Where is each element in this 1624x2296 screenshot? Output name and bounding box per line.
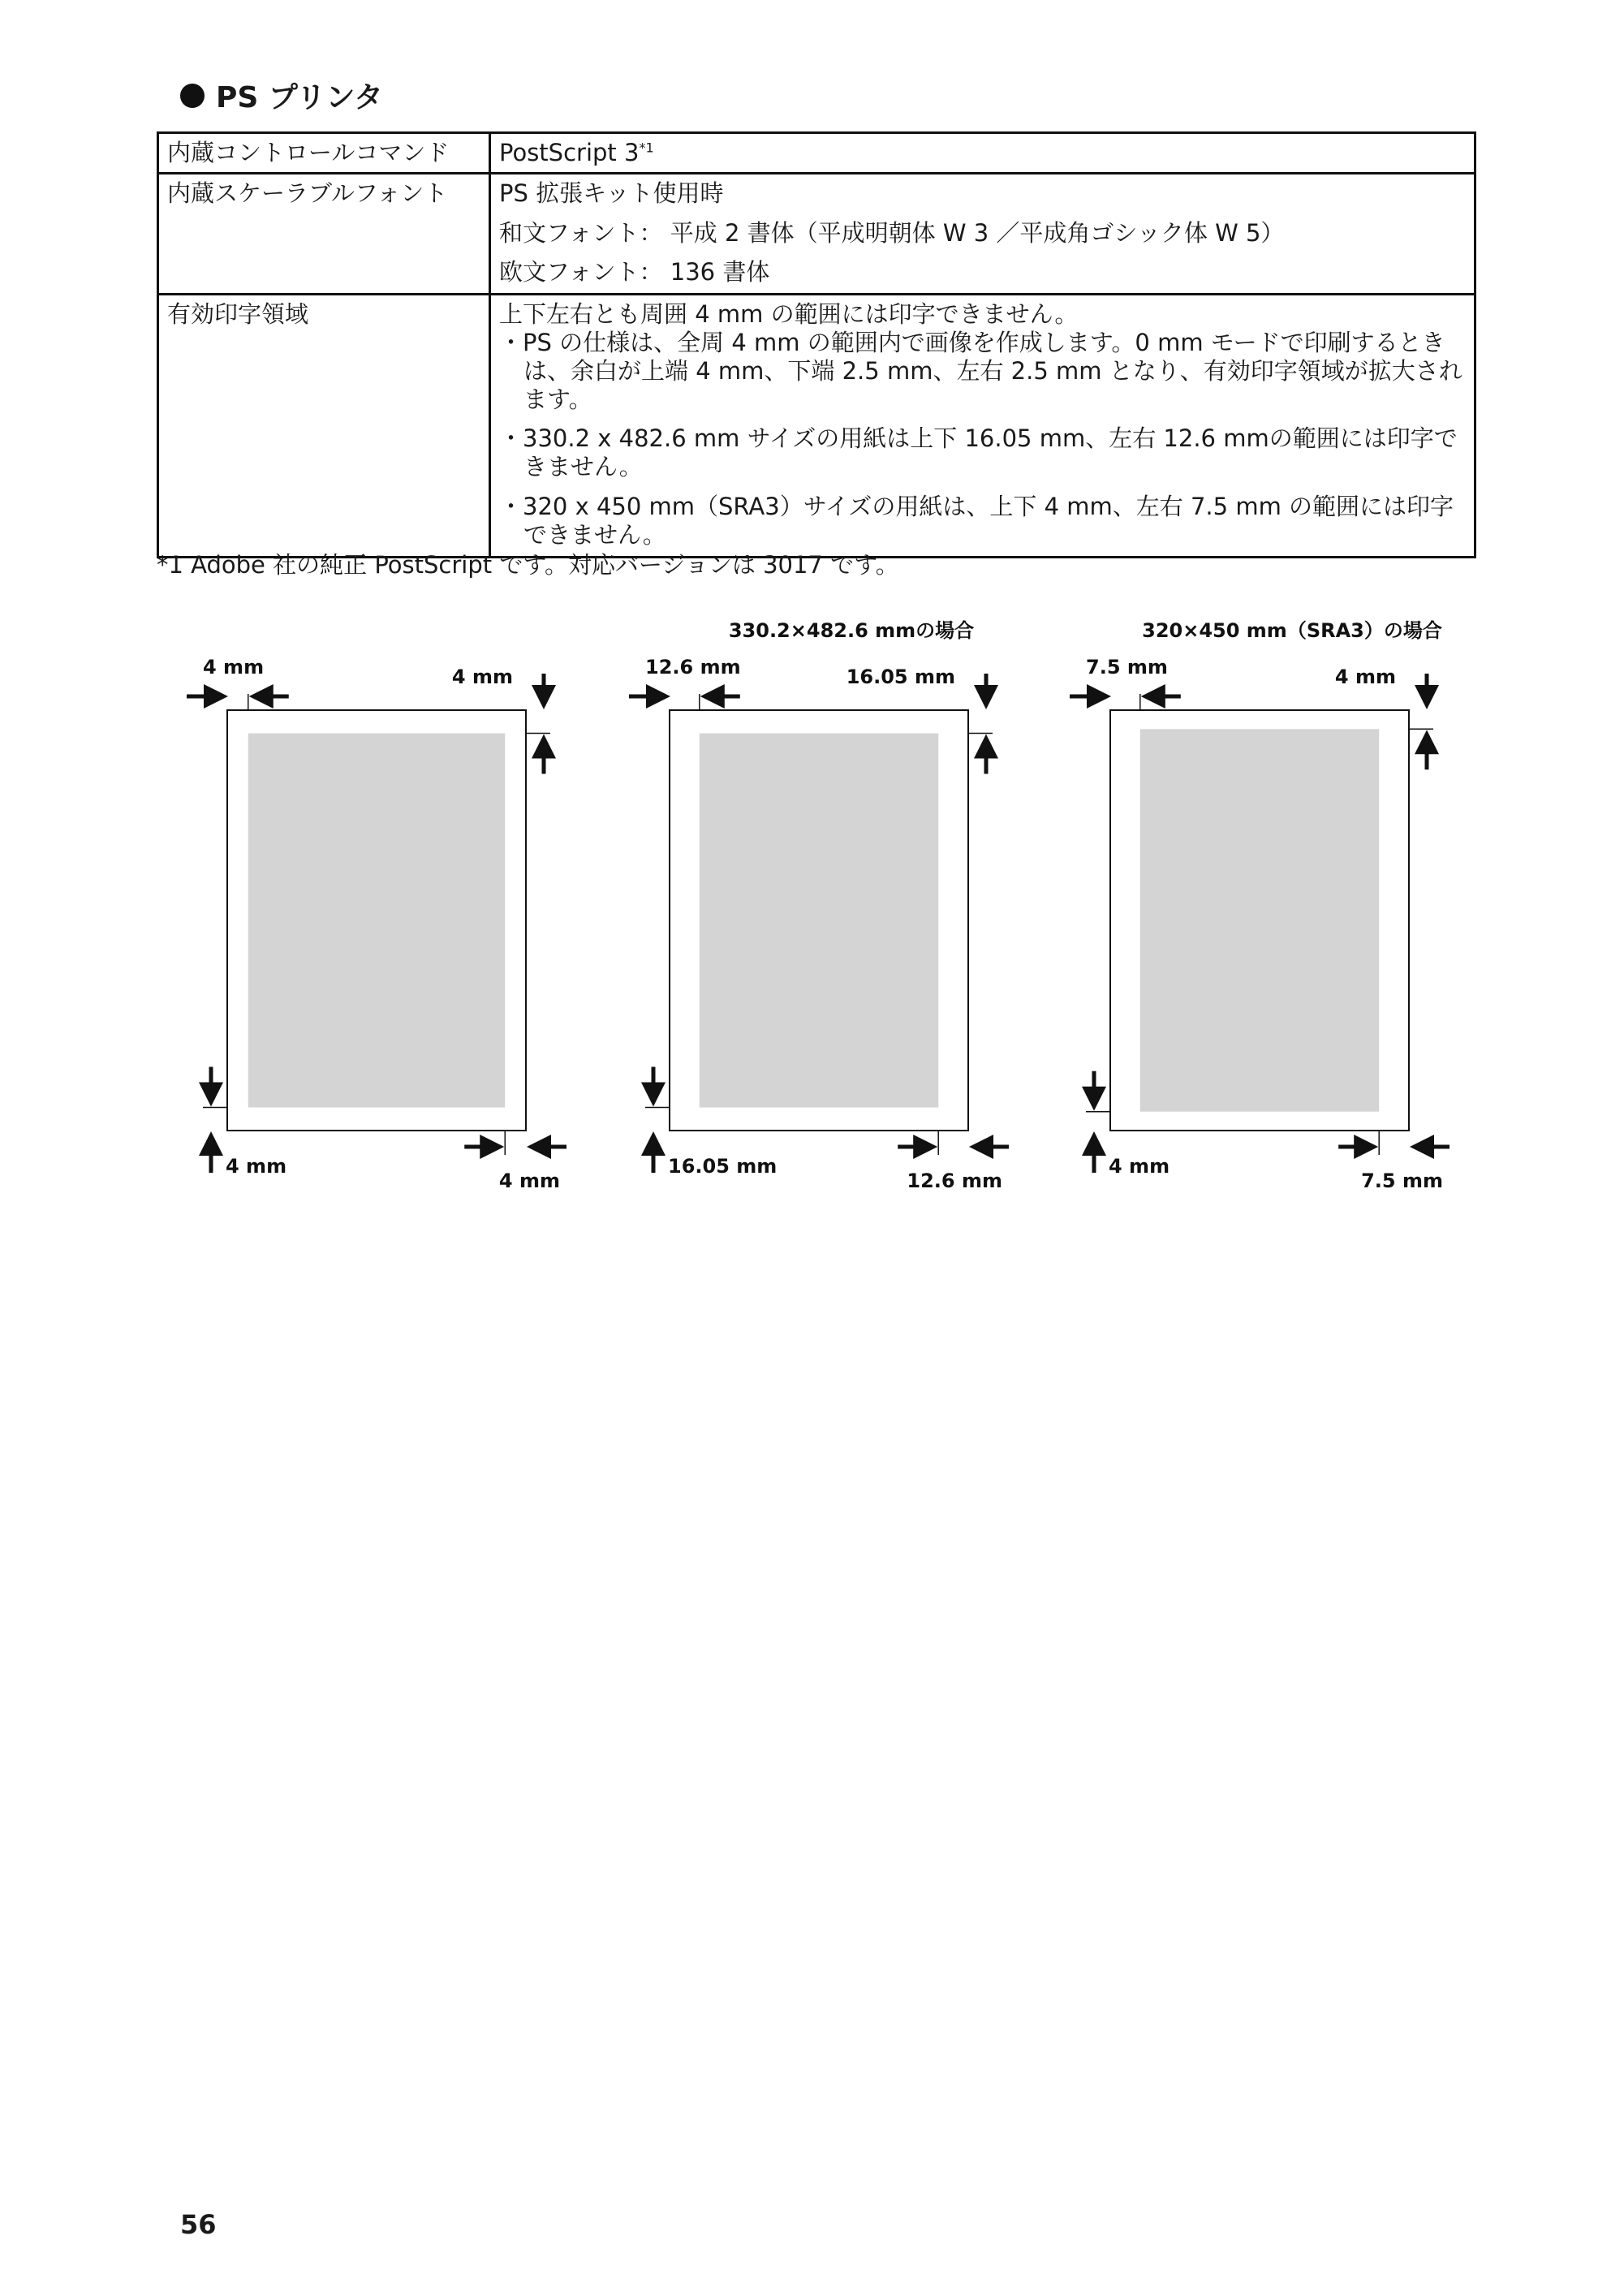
control-command-value: PostScript 3: [499, 139, 640, 166]
table-row: [158, 173, 1475, 294]
row-value: [490, 133, 1475, 174]
top-right-margin-label: 4 mm: [1334, 666, 1396, 688]
printable-area: [700, 733, 938, 1107]
table-row: [158, 295, 1475, 557]
row-label: 内蔵コントロールコマンド: [158, 133, 490, 174]
top-right-margin-label: 4 mm: [451, 666, 513, 688]
top-right-margin-label: 16.05 mm: [846, 666, 955, 688]
heading-text: PS プリンタ: [216, 81, 383, 114]
section-heading: [180, 75, 383, 116]
bottom-left-margin-label: 4 mm: [226, 1155, 287, 1178]
diagram-title: 330.2×482.6 mmの場合: [728, 619, 975, 642]
footnote-marker: *1: [639, 140, 654, 156]
spec-table: [157, 131, 1476, 558]
diagram-title: 320×450 mm（SRA3）の場合: [1142, 619, 1442, 642]
page-number: 56: [180, 2209, 217, 2240]
row-value: [490, 295, 1475, 557]
printable-area-bullet-2: ・330.2 x 482.6 mm サイズの用紙は上下 16.05 mm、左右 12.6 mmの範囲には印字できません。: [499, 424, 1458, 481]
printable-area: [248, 733, 505, 1107]
font-line-2: 和文フォント： 平成 2 書体（平成明朝体 W 3 ／平成角ゴシック体 W 5）: [499, 218, 1285, 247]
printable-area: [1140, 729, 1379, 1111]
bottom-right-margin-label: 12.6 mm: [907, 1170, 1002, 1192]
top-left-margin-label: 12.6 mm: [645, 656, 741, 678]
row-value: [490, 173, 1475, 294]
margin-diagrams: [146, 609, 1477, 1209]
bottom-right-margin-label: 4 mm: [498, 1170, 560, 1192]
printable-area-bullet-1: ・PS の仕様は、全周 4 mm の範囲内で画像を作成します。0 mm モードで印刷するときは、余白が上端 4 mm、下端 2.5 mm、左右 2.5 mm となり、有効印字領域が拡大されます。: [499, 328, 1462, 413]
printable-area-bullet-3: ・320 x 450 mm（SRA3）サイズの用紙は、上下 4 mm、左右 7.5 mm の範囲には印字できません。: [499, 492, 1454, 549]
bottom-left-margin-label: 4 mm: [1109, 1155, 1170, 1178]
table-row: [158, 133, 1475, 174]
row-label: 有効印字領域: [158, 295, 490, 557]
heading-bullet-icon: [180, 84, 205, 108]
font-line-1: PS 拡張キット使用時: [499, 179, 724, 207]
top-left-margin-label: 4 mm: [203, 656, 265, 678]
footnote: *1 Adobe 社の純正 PostScript です。対応バージョンは 3017 です。: [157, 551, 899, 579]
bottom-left-margin-label: 16.05 mm: [668, 1155, 778, 1178]
bottom-right-margin-label: 7.5 mm: [1361, 1170, 1443, 1192]
top-left-margin-label: 7.5 mm: [1086, 656, 1168, 678]
row-label: 内蔵スケーラブルフォント: [158, 173, 490, 294]
font-line-3: 欧文フォント： 136 書体: [499, 258, 770, 286]
printable-area-intro: 上下左右とも周囲 4 mm の範囲には印字できません。: [499, 300, 1079, 329]
